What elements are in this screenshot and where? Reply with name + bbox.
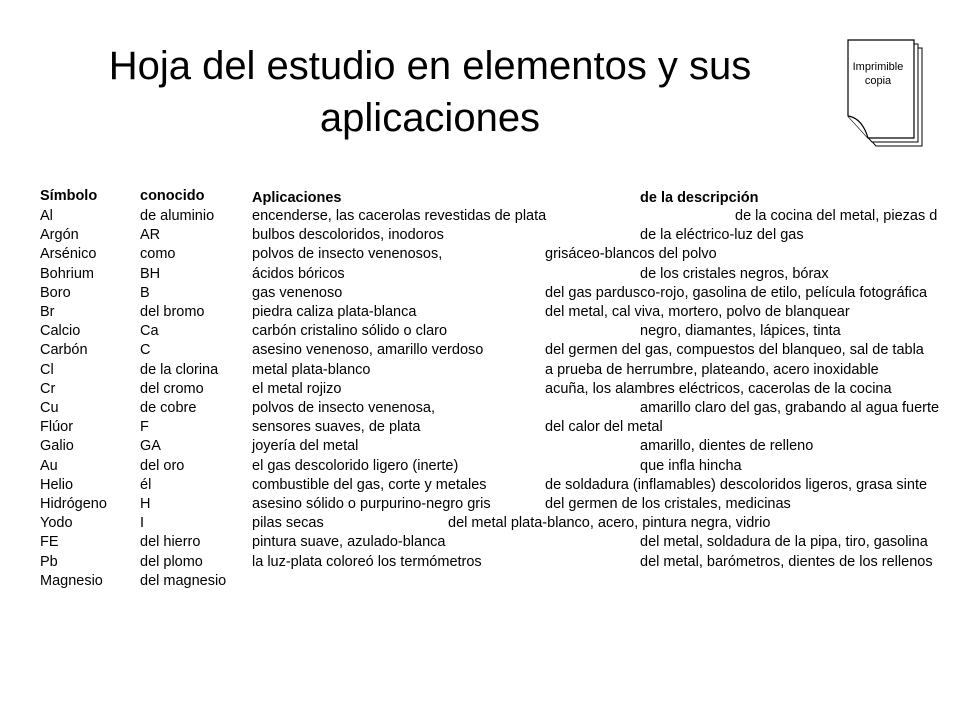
page-title <box>60 40 800 144</box>
symbol-cell: Cu <box>40 400 59 416</box>
known-cell: de aluminio <box>140 208 215 224</box>
known-cell: del oro <box>140 457 185 474</box>
header-description: de la descripción <box>640 190 759 206</box>
symbol-cell: Arsénico <box>40 246 97 263</box>
symbol-cell: Bohrium <box>40 265 94 282</box>
known-cell: BH <box>140 265 161 282</box>
symbol-cell: Cr <box>40 380 56 397</box>
table-row <box>0 437 960 456</box>
symbol-cell: Magnesio <box>40 572 103 589</box>
table-row <box>0 303 960 322</box>
table-row <box>0 399 960 418</box>
header-known: conocido <box>140 188 205 204</box>
table-row <box>0 245 960 264</box>
application-cell: metal plata-blanco <box>252 361 371 378</box>
table-row <box>0 553 960 572</box>
application-cell: la luz-plata coloreó los termómetros <box>252 553 482 570</box>
description-cell: del germen del gas, compuestos del blanqueo, sal de tabla <box>545 342 924 359</box>
symbol-cell: Au <box>40 457 58 474</box>
table-row <box>0 418 960 437</box>
application-cell: sensores suaves, de plata <box>252 419 421 436</box>
table-row <box>0 476 960 495</box>
known-cell: B <box>140 284 150 301</box>
description-cell: del calor del metal <box>545 419 663 436</box>
symbol-cell: Br <box>40 304 55 320</box>
application-cell: pilas secas <box>252 515 324 532</box>
symbol-cell: Yodo <box>40 515 73 532</box>
known-cell: como <box>140 246 176 263</box>
symbol-cell: Argón <box>40 227 79 244</box>
description-cell: del metal plata-blanco, acero, pintura negra, vidrio <box>448 515 771 532</box>
application-cell: carbón cristalino sólido o claro <box>252 323 448 340</box>
table-row <box>0 380 960 399</box>
title-line-2: aplicaciones <box>319 96 541 140</box>
document-stack-icon <box>846 38 924 148</box>
known-cell: GA <box>140 438 161 455</box>
description-cell: del gas pardusco-rojo, gasolina de etilo, película fotográfica <box>545 284 928 301</box>
description-cell: del metal, barómetros, dientes de los rellenos <box>640 553 933 570</box>
symbol-cell: Cl <box>40 361 54 378</box>
known-cell: Ca <box>140 323 159 340</box>
symbol-cell: Boro <box>40 284 71 301</box>
known-cell: del magnesio <box>140 572 227 589</box>
symbol-cell: Galio <box>40 438 74 455</box>
known-cell: del plomo <box>140 553 203 570</box>
header-applications: Aplicaciones <box>252 190 342 206</box>
table-header <box>0 187 960 206</box>
table-row <box>0 341 960 360</box>
application-cell: pintura suave, azulado-blanca <box>252 534 446 551</box>
known-cell: del hierro <box>140 534 201 551</box>
description-cell: grisáceo-blancos del polvo <box>545 246 717 263</box>
symbol-cell: Al <box>40 208 53 224</box>
known-cell: del cromo <box>140 380 204 397</box>
description-cell: de los cristales negros, bórax <box>640 265 829 282</box>
application-cell: asesino sólido o purpurino-negro gris <box>252 496 491 512</box>
application-cell: asesino venenoso, amarillo verdoso <box>252 342 484 359</box>
application-cell: el gas descolorido ligero (inerte) <box>252 457 459 474</box>
description-cell: del metal, cal viva, mortero, polvo de blanquear <box>545 304 850 320</box>
application-cell: encenderse, las cacerolas revestidas de plata <box>252 208 547 224</box>
description-cell: del metal, soldadura de la pipa, tiro, gasolina <box>640 534 928 551</box>
header-symbol: Símbolo <box>40 188 98 204</box>
application-cell: joyería del metal <box>252 438 359 455</box>
table-row <box>0 457 960 476</box>
known-cell: H <box>140 496 151 512</box>
application-cell: gas venenoso <box>252 284 343 301</box>
printable-label: Imprimible copia <box>852 61 904 87</box>
application-cell: ácidos bóricos <box>252 265 345 282</box>
description-cell: amarillo, dientes de relleno <box>640 438 814 455</box>
table-row <box>0 572 960 591</box>
known-cell: C <box>140 342 151 359</box>
table-row <box>0 495 960 514</box>
table-row <box>0 226 960 245</box>
known-cell: AR <box>140 227 161 244</box>
application-cell: piedra caliza plata-blanca <box>252 304 417 320</box>
description-cell: a prueba de herrumbre, plateando, acero inoxidable <box>545 361 879 378</box>
symbol-cell: Hidrógeno <box>40 496 107 512</box>
symbol-cell: Helio <box>40 476 74 493</box>
symbol-cell: FE <box>40 534 59 551</box>
application-cell: polvos de insecto venenosos, <box>252 246 443 263</box>
symbol-cell: Carbón <box>40 342 88 359</box>
known-cell: F <box>140 419 149 436</box>
table-row <box>0 322 960 341</box>
known-cell: del bromo <box>140 304 205 320</box>
table-row <box>0 265 960 284</box>
description-cell: negro, diamantes, lápices, tinta <box>640 323 841 340</box>
printable-copy-icon[interactable] <box>846 38 924 148</box>
application-cell: polvos de insecto venenosa, <box>252 400 435 416</box>
symbol-cell: Calcio <box>40 323 81 340</box>
table-row <box>0 533 960 552</box>
known-cell: él <box>140 476 152 493</box>
known-cell: de cobre <box>140 400 197 416</box>
symbol-cell: Pb <box>40 553 58 570</box>
description-cell: de soldadura (inflamables) descoloridos ligeros, grasa sinte <box>545 476 928 493</box>
symbol-cell: Flúor <box>40 419 74 436</box>
table-row <box>0 514 960 533</box>
description-cell: de la eléctrico-luz del gas <box>640 227 804 244</box>
application-cell: bulbos descoloridos, inodoros <box>252 227 444 244</box>
description-cell: de la cocina del metal, piezas d <box>735 208 938 224</box>
known-cell: I <box>140 515 145 532</box>
application-cell: combustible del gas, corte y metales <box>252 476 487 493</box>
known-cell: de la clorina <box>140 361 219 378</box>
table-row <box>0 361 960 380</box>
table-row <box>0 207 960 226</box>
description-cell: acuña, los alambres eléctricos, cacerolas de la cocina <box>545 380 892 397</box>
title-line-1: Hoja del estudio en elementos y sus <box>108 44 752 88</box>
description-cell: que infla hincha <box>640 457 742 474</box>
description-cell: del germen de los cristales, medicinas <box>545 496 791 512</box>
application-cell: el metal rojizo <box>252 380 342 397</box>
description-cell: amarillo claro del gas, grabando al agua fuerte <box>640 400 940 416</box>
table-row <box>0 284 960 303</box>
